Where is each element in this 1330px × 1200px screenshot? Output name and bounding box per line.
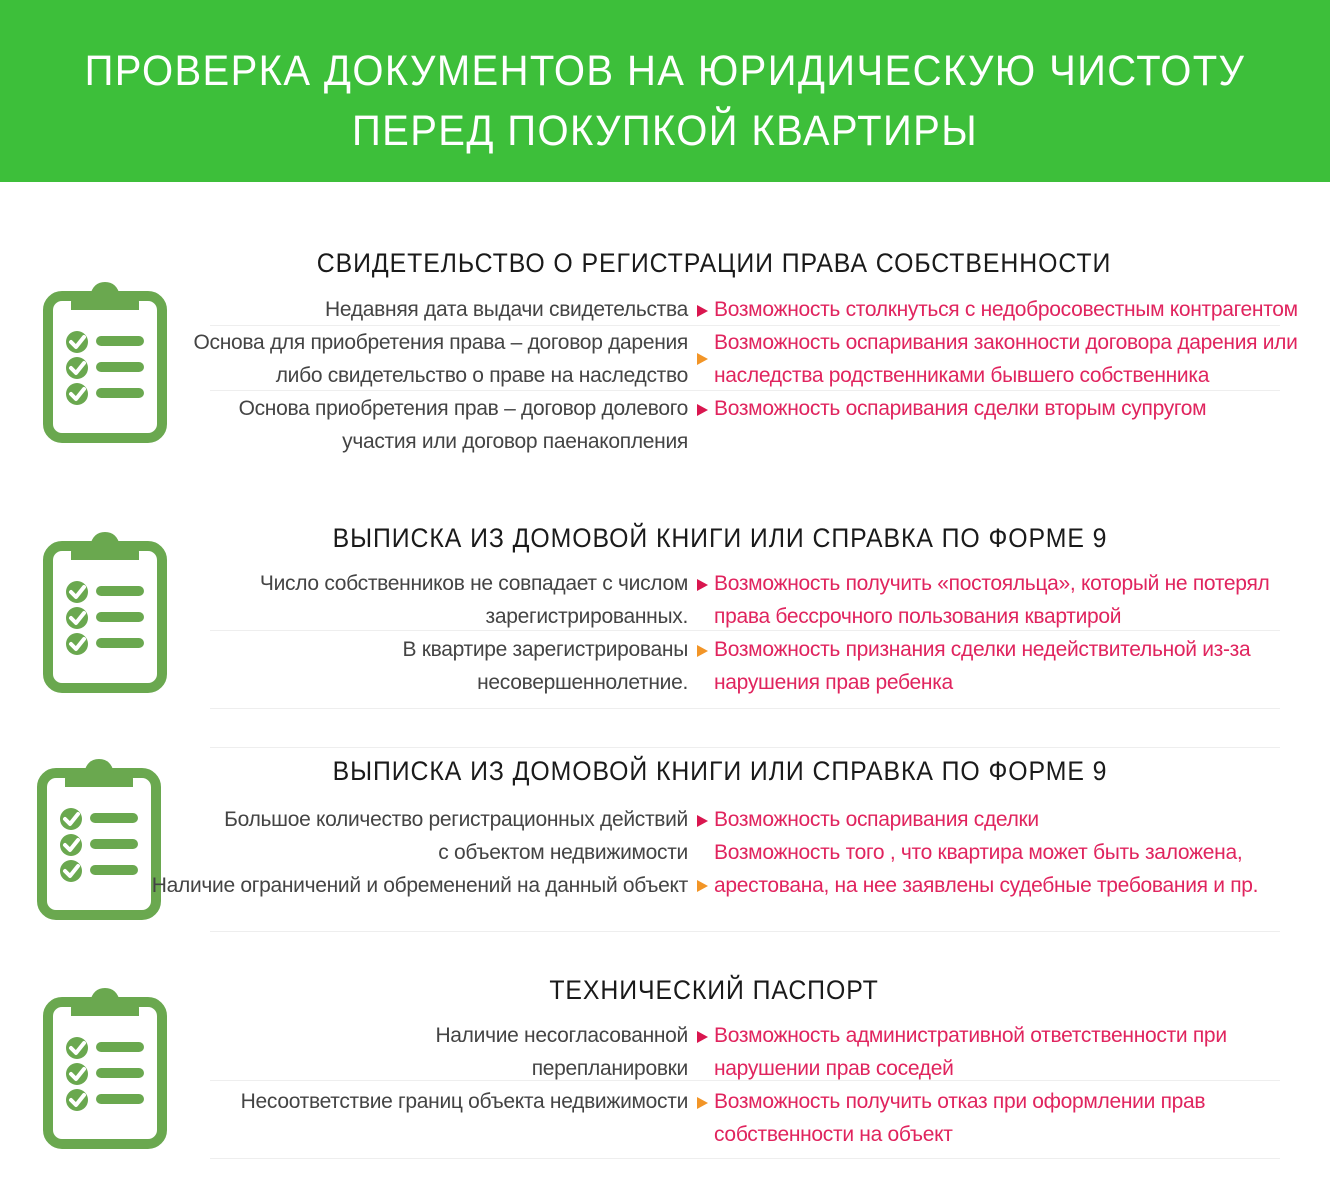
arrow-right-icon — [697, 815, 708, 827]
risk-text: Возможность столкнуться с недобросовестным контрагентом — [714, 298, 1298, 321]
arrow-right-icon — [697, 579, 708, 591]
clipboard-checklist-icon — [40, 986, 170, 1151]
risk-text: Возможность административной ответственности при — [714, 1024, 1227, 1047]
header-banner — [0, 0, 1330, 182]
arrow-right-icon — [697, 1097, 708, 1109]
risk-text: Возможность получить «постояльца», который не потерял — [714, 572, 1270, 595]
section-title: ТЕХНИЧЕСКИЙ ПАСПОРТ — [549, 975, 879, 1005]
divider — [210, 630, 1280, 631]
risk-text: нарушения прав ребенка — [714, 671, 953, 694]
arrow-right-icon — [697, 353, 708, 365]
divider — [210, 931, 1280, 932]
condition-text: Основа для приобретения права – договор дарения — [193, 331, 688, 354]
condition-text: В квартире зарегистрированы — [402, 638, 688, 661]
risk-text: Возможность получить отказ при оформлении прав — [714, 1090, 1206, 1113]
condition-text: Несоответствие границ объекта недвижимости — [240, 1090, 688, 1113]
divider — [210, 708, 1280, 709]
divider — [210, 325, 1280, 326]
risk-text: собственности на объект — [714, 1123, 953, 1146]
section-title: ВЫПИСКА ИЗ ДОМОВОЙ КНИГИ ИЛИ СПРАВКА ПО ФОРМЕ 9 — [332, 523, 1108, 553]
clipboard-checklist-icon — [40, 530, 170, 695]
clipboard-checklist-icon — [40, 280, 170, 445]
risk-text: Возможность оспаривания законности договора дарения или — [714, 331, 1298, 354]
divider — [210, 390, 1280, 391]
page-title-line-2: ПЕРЕД ПОКУПКОЙ КВАРТИРЫ — [351, 107, 979, 155]
condition-text: Недавняя дата выдачи свидетельства — [325, 298, 688, 321]
condition-text: либо свидетельство о праве на наследство — [275, 364, 688, 387]
condition-text: Большое количество регистрационных действий — [224, 808, 688, 831]
risk-text: Возможность того , что квартира может быть заложена, — [714, 841, 1243, 864]
condition-text: несовершеннолетние. — [477, 671, 688, 694]
section-title: СВИДЕТЕЛЬСТВО О РЕГИСТРАЦИИ ПРАВА СОБСТВЕННОСТИ — [316, 248, 1112, 278]
section-title: ВЫПИСКА ИЗ ДОМОВОЙ КНИГИ ИЛИ СПРАВКА ПО ФОРМЕ 9 — [332, 756, 1108, 786]
risk-text: права бессрочного пользования квартирой — [714, 605, 1122, 628]
arrow-right-icon — [697, 404, 708, 416]
arrow-right-icon — [697, 305, 708, 317]
condition-text: участия или договор паенакопления — [342, 430, 688, 453]
condition-text: Наличие несогласованной — [435, 1024, 688, 1047]
page-title-line-1: ПРОВЕРКА ДОКУМЕНТОВ НА ЮРИДИЧЕСКУЮ ЧИСТОТУ — [84, 47, 1246, 95]
divider — [210, 1080, 1280, 1081]
condition-text: Основа приобретения прав – договор долевого — [238, 397, 688, 420]
arrow-right-icon — [697, 645, 708, 657]
arrow-right-icon — [697, 880, 708, 892]
condition-text: Число собственников не совпадает с числом — [259, 572, 688, 595]
condition-text: Наличие ограничений и обременений на данный объект — [151, 874, 688, 897]
condition-text: зарегистрированных. — [485, 605, 688, 628]
divider — [210, 1158, 1280, 1159]
condition-text: с объектом недвижимости — [438, 841, 688, 864]
risk-text: наследства родственниками бывшего собственника — [714, 364, 1210, 387]
clipboard-checklist-icon — [34, 757, 164, 922]
risk-text: Возможность признания сделки недействительной из-за — [714, 638, 1251, 661]
risk-text: Возможность оспаривания сделки вторым супругом — [714, 397, 1207, 420]
risk-text: Возможность оспаривания сделки — [714, 808, 1039, 831]
risk-text: нарушении прав соседей — [714, 1057, 954, 1080]
risk-text: арестована, на нее заявлены судебные требования и пр. — [714, 874, 1259, 897]
condition-text: перепланировки — [531, 1057, 688, 1080]
arrow-right-icon — [697, 1031, 708, 1043]
divider — [210, 747, 1280, 748]
